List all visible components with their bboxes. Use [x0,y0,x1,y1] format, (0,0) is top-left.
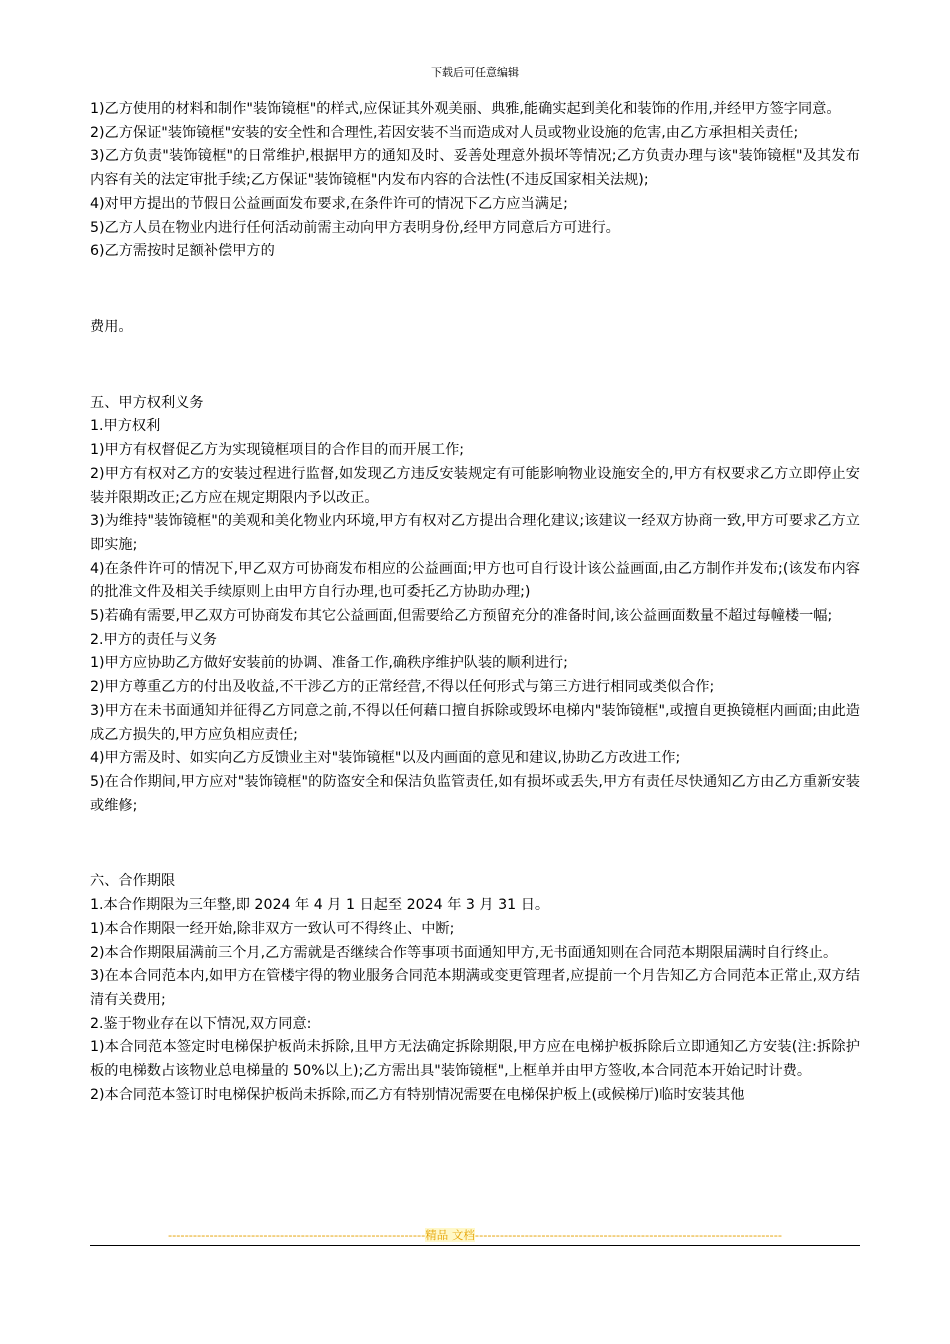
footer-rule [90,1245,860,1246]
paragraph: 3)在本合同范本内,如甲方在管楼宇得的物业服务合同范本期满或变更管理者,应提前一个月告知乙方合同范本正常止,双方结清有关费用; [90,968,860,1008]
paragraph: 1.本合作期限为三年整,即 2024 年 4 月 1 日起至 2024 年 3 月 31 日。 [90,897,550,914]
page-header: 下载后可任意编辑 [431,66,519,79]
paragraph: 2)甲方尊重乙方的付出及收益,不干涉乙方的正常经营,不得以任何形式与第三方进行相同或类似合作; [90,679,715,696]
paragraph: 2.甲方的责任与义务 [90,631,218,648]
paragraph: 2)甲方有权对乙方的安装过程进行监督,如发现乙方违反安装规定有可能影响物业设施安全的,甲方有权要求乙方立即停止安装并限期改正;乙方应在规定期限内予以改正。 [90,465,860,506]
paragraph: 5)乙方人员在物业内进行任何活动前需主动向甲方表明身份,经甲方同意后方可进行。 [90,219,620,236]
paragraph: 3)甲方在未书面通知并征得乙方同意之前,不得以任何藉口擅自拆除或毁坏电梯内"装饰镜框",或擅自更换镜框内画面;由此造成乙方损失的,甲方应负相应责任; [90,702,860,743]
paragraph: 4)在条件许可的情况下,甲乙双方可协商发布相应的公益画面;甲方也可自行设计该公益画面,由乙方制作并发布;(该发布内容的批准文件及相关手续原则上由甲方自行办理,也可委托乙方协助办理;) [90,560,860,601]
paragraph: 6)乙方需按时足额补偿甲方的 [90,243,275,260]
paragraph: 5)在合作期间,甲方应对"装饰镜框"的防盗安全和保洁负监管责任,如有损坏或丢失,甲方有责任尽快通知乙方由乙方重新安装或维修; [90,774,860,814]
paragraph: 1)乙方使用的材料和制作"装饰镜框"的样式,应保证其外观美丽、典雅,能确实起到美化和装饰的作用,并经甲方签字同意。 [90,101,841,117]
paragraph: 3)乙方负责"装饰镜框"的日常维护,根据甲方的通知及时、妥善处理意外损坏等情况;乙方负责办理与该"装饰镜框"及其发布内容有关的法定审批手续;乙方保证"装饰镜框"内发布内容的合法性(不违反国家相关法规); [90,148,860,189]
footer-label: 精品 文档 [425,1228,475,1242]
paragraph: 4)甲方需及时、如实向乙方反馈业主对"装饰镜框"以及内画面的意见和建议,协助乙方改进工作; [90,750,681,767]
footer-left-dashes: -------------------------------------------------------------- [167,1228,426,1242]
blank-line [90,278,860,302]
paragraph: 2)本合作期限届满前三个月,乙方需就是否继续合作等事项书面通知甲方,无书面通知则在合同范本期限届满时自行终止。 [90,944,838,961]
paragraph: 3)为维持"装饰镜框"的美观和美化物业内环境,甲方有权对乙方提出合理化建议;该建议一经双方协商一致,甲方可要求乙方立即实施; [90,513,860,553]
paragraph: 2.鉴于物业存在以下情况,双方同意: [90,1015,312,1032]
blank-line [90,354,860,378]
document-body [90,98,860,1108]
paragraph: 2)本合同范本签订时电梯保护板尚未拆除,而乙方有特别情况需要在电梯保护板上(或候梯厅)临时安装其他 [90,1086,745,1103]
paragraph: 六、合作期限 [90,873,176,890]
blank-line [90,833,860,857]
paragraph: 4)对甲方提出的节假日公益画面发布要求,在条件许可的情况下乙方应当满足; [90,195,568,212]
paragraph: 费用。 [90,318,133,335]
paragraph: 五、甲方权利义务 [90,394,204,411]
paragraph: 1)本合同范本签定时电梯保护板尚未拆除,且甲方无法确定拆除期限,甲方应在电梯护板拆除后立即通知乙方安装(注:拆除护板的电梯数占该物业总电梯量的 50%以上);乙方需出具"装饰镜框",上框单并由甲方签收,本合同范本开始记时计费。 [90,1039,860,1080]
paragraph: 2)乙方保证"装饰镜框"安装的安全性和合理性,若因安装不当而造成对人员或物业设施的危害,由乙方承担相关责任; [90,124,799,141]
paragraph: 1)本合作期限一经开始,除非双方一致认可不得终止、中断; [90,920,455,937]
paragraph: 1.甲方权利 [90,418,161,435]
paragraph: 1)甲方有权督促乙方为实现镜框项目的合作目的而开展工作; [90,442,465,459]
footer-right-dashes: -------------------------------------------------------------------------- [474,1228,782,1242]
paragraph: 5)若确有需要,甲乙双方可协商发布其它公益画面,但需要给乙方预留充分的准备时间,该公益画面数量不超过每幢楼一幅; [90,608,833,625]
paragraph: 1)甲方应协助乙方做好安装前的协调、准备工作,确秩序维护队装的顺利进行; [90,655,568,672]
page-footer [0,1228,950,1242]
